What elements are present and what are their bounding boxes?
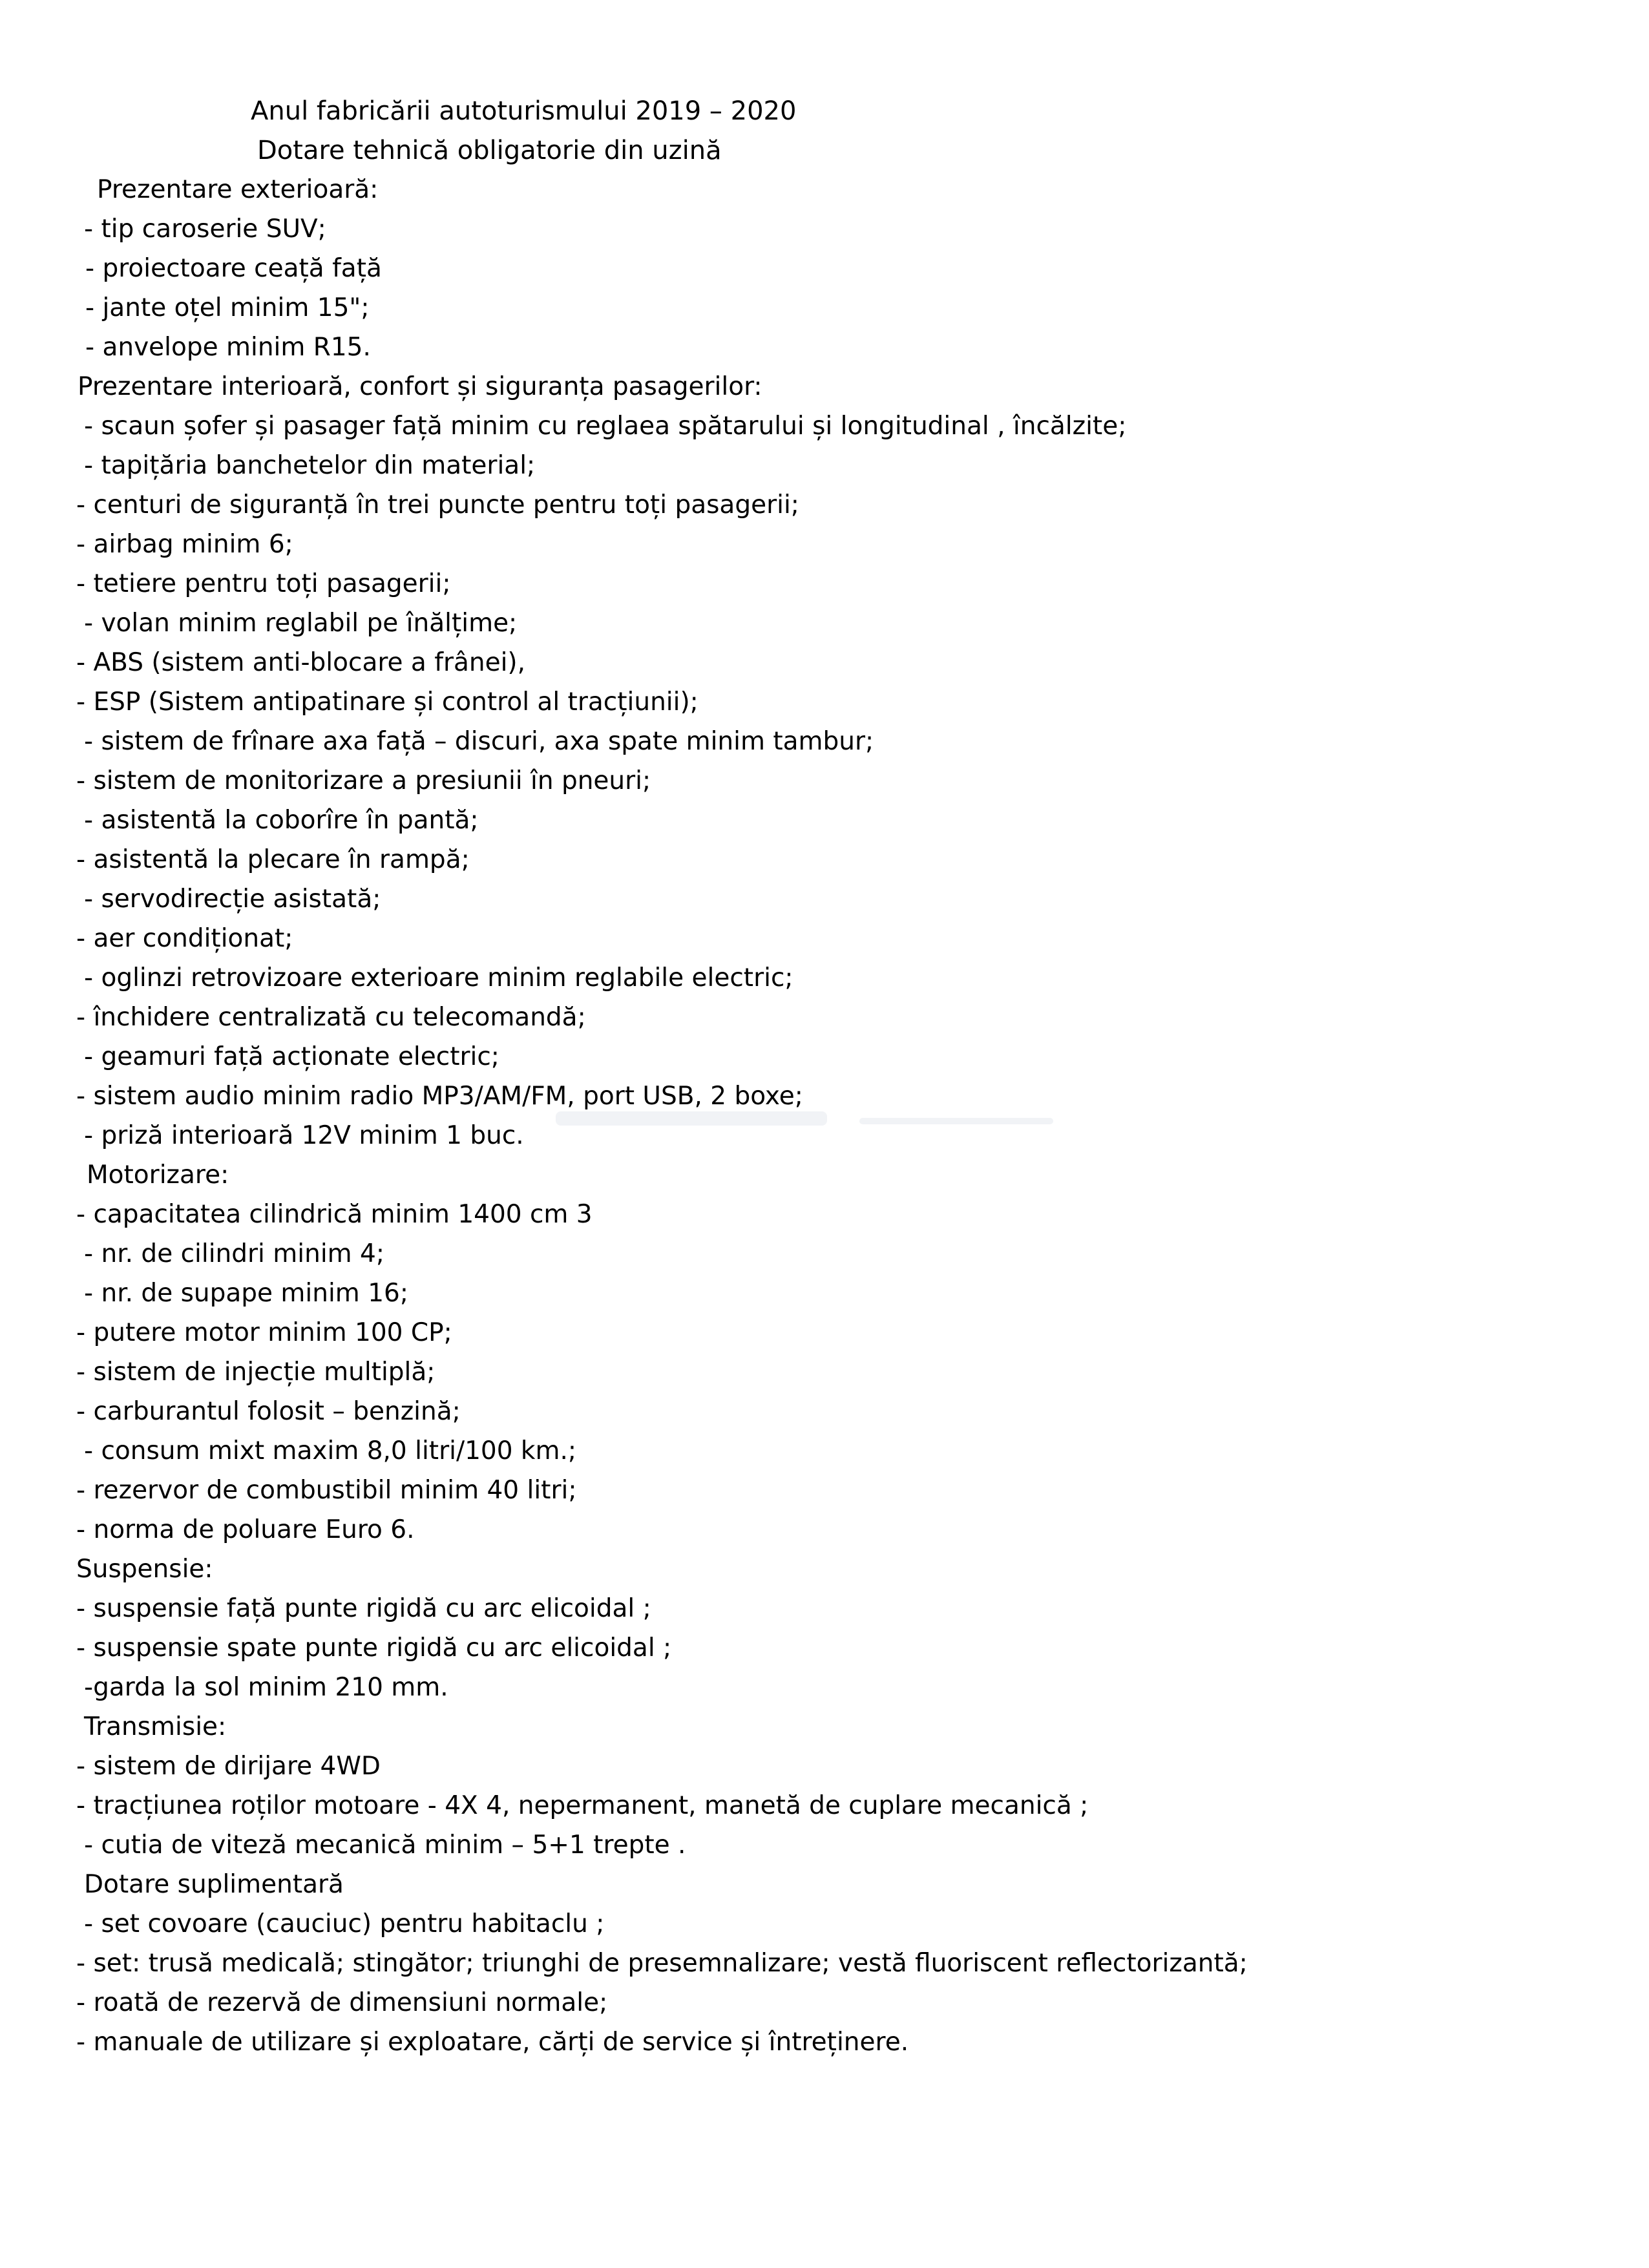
list-item: - nr. de supape minim 16; (84, 1279, 408, 1308)
list-item: - oglinzi retrovizoare exterioare minim reglabile electric; (84, 963, 793, 992)
document-title-year: Anul fabricării autoturismului 2019 – 2020 (251, 96, 797, 126)
list-item: - cutia de viteză mecanică minim – 5+1 trepte . (84, 1831, 686, 1860)
list-item: -garda la sol minim 210 mm. (84, 1673, 448, 1702)
section-heading-engine: Motorizare: (87, 1160, 229, 1190)
section-heading-interior: Prezentare interioară, confort și siguranța pasagerilor: (78, 372, 762, 401)
list-item: - suspensie spate punte rigidă cu arc elicoidal ; (76, 1633, 672, 1663)
list-item: - geamuri față acționate electric; (84, 1042, 499, 1071)
list-item: - proiectoare ceață față (85, 254, 382, 283)
list-item: - asistentă la coborîre în pantă; (84, 806, 479, 835)
list-item: - aer condiționat; (76, 924, 293, 953)
section-heading-exterior: Prezentare exterioară: (97, 175, 379, 204)
list-item: - rezervor de combustibil minim 40 litri; (76, 1476, 577, 1505)
list-item: - sistem de dirijare 4WD (76, 1752, 381, 1781)
list-item: - anvelope minim R15. (85, 333, 371, 362)
list-item: - putere motor minim 100 CP; (76, 1318, 452, 1347)
section-heading-extra-equipment: Dotare suplimentară (84, 1870, 344, 1899)
list-item: - tracțiunea roților motoare - 4X 4, nepermanent, manetă de cuplare mecanică ; (76, 1791, 1089, 1820)
list-item: - centuri de siguranță în trei puncte pentru toți pasagerii; (76, 490, 799, 520)
list-item: - tapițăria banchetelor din material; (84, 451, 536, 480)
list-item: - tetiere pentru toți pasagerii; (76, 569, 451, 598)
list-item: - sistem de frînare axa față – discuri, axa spate minim tambur; (84, 727, 874, 756)
list-item: - suspensie față punte rigidă cu arc elicoidal ; (76, 1594, 651, 1623)
list-item: - manuale de utilizare și exploatare, cărți de service și întreținere. (76, 2028, 909, 2057)
list-item: - volan minim reglabil pe înălțime; (84, 609, 518, 638)
list-item: - norma de poluare Euro 6. (76, 1515, 415, 1544)
list-item: - ESP (Sistem antipatinare și control al tracțiunii); (76, 688, 698, 717)
list-item: - tip caroserie SUV; (84, 215, 326, 244)
list-item: - nr. de cilindri minim 4; (84, 1239, 384, 1268)
list-item: - roată de rezervă de dimensiuni normale; (76, 1988, 608, 2017)
list-item: - asistentă la plecare în rampă; (76, 845, 470, 874)
list-item: - servodirecție asistată; (84, 885, 381, 914)
scan-artifact (859, 1118, 1053, 1124)
list-item: - închidere centralizată cu telecomandă; (76, 1003, 586, 1032)
list-item: - sistem de monitorizare a presiunii în pneuri; (76, 766, 651, 795)
document-title-equipment: Dotare tehnică obligatorie din uzină (257, 136, 722, 165)
list-item: - carburantul folosit – benzină; (76, 1397, 461, 1426)
list-item: - ABS (sistem anti-blocare a frânei), (76, 648, 526, 677)
section-heading-suspension: Suspensie: (76, 1555, 213, 1584)
list-item: - set: trusă medicală; stingător; triunghi de presemnalizare; vestă fluoriscent reflectorizantă; (76, 1949, 1248, 1978)
list-item: - airbag minim 6; (76, 530, 293, 559)
list-item: - scaun șofer și pasager față minim cu reglaea spătarului și longitudinal , încălzite; (84, 412, 1127, 441)
list-item: - consum mixt maxim 8,0 litri/100 km.; (84, 1436, 577, 1465)
list-item: - sistem de injecție multiplă; (76, 1358, 436, 1387)
list-item: - capacitatea cilindrică minim 1400 cm 3 (76, 1200, 593, 1229)
list-item: - set covoare (cauciuc) pentru habitaclu ; (84, 1909, 605, 1938)
section-heading-transmission: Transmisie: (84, 1712, 227, 1741)
list-item: - sistem audio minim radio MP3/AM/FM, port USB, 2 boxe; (76, 1082, 803, 1111)
list-item: - jante oțel minim 15"; (85, 293, 370, 322)
scan-artifact (556, 1111, 827, 1126)
list-item: - priză interioară 12V minim 1 buc. (84, 1121, 524, 1150)
